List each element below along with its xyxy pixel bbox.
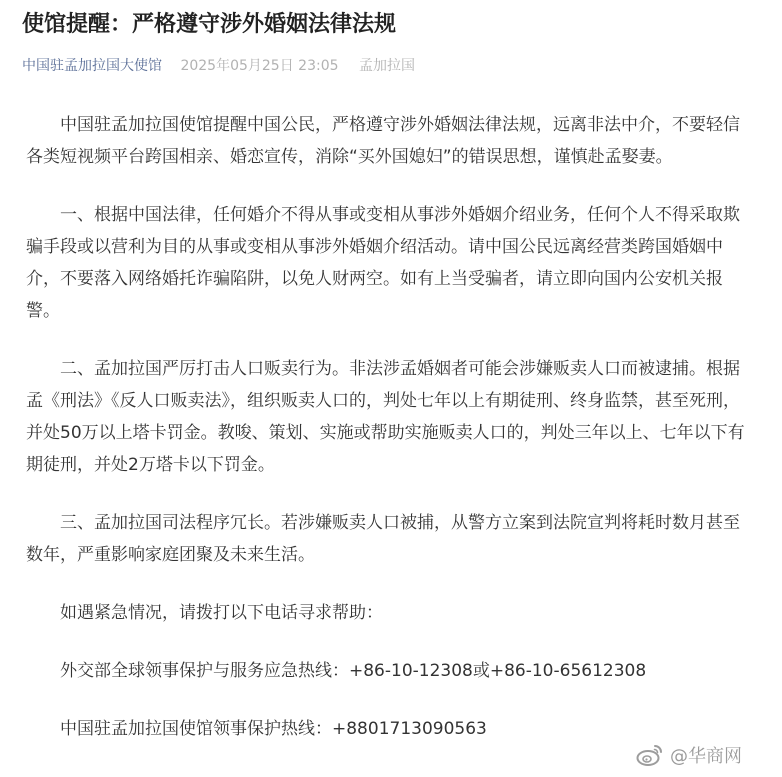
publish-date: 2025年05月25日 23:05 [180,58,339,74]
article-meta [22,55,415,77]
contact-embassy-hotline: 中国驻孟加拉国使馆领事保护热线：+8801713090563 [60,719,487,739]
article-body [26,109,756,745]
paragraph-3: 三、孟加拉国司法程序冗长。若涉嫌贩卖人口被捕，从警方立案到法院宣判将耗时数月甚至数年，严重影响家庭团聚及未来生活。 [26,513,740,565]
paragraph-intro: 中国驻孟加拉国使馆提醒中国公民，严格遵守涉外婚姻法律法规，远离非法中介，不要轻信各类短视频平台跨国相亲、婚恋宣传，消除“买外国媳妇”的错误思想，谨慎赴孟娶妻。 [26,115,740,167]
article-title: 使馆提醒：严格遵守涉外婚姻法律法规 [22,12,397,37]
watermark [636,738,742,772]
watermark-text: @华商网 [670,746,742,767]
account-name-link[interactable]: 中国驻孟加拉国大使馆 [22,58,162,74]
publish-location: 孟加拉国 [358,58,415,74]
paragraph-2: 二、孟加拉国严厉打击人口贩卖行为。非法涉孟婚姻者可能会涉嫌贩卖人口而被逮捕。根据孟《刑法》《反人口贩卖法》，组织贩卖人口的，判处七年以上有期徒刑、终身监禁，甚至死刑，并处50万以上塔卡罚金。教唆、策划、实施或帮助实施贩卖人口的，判处三年以上、七年以下有期徒刑，并处2万塔卡以下罚金。 [26,359,745,475]
contact-mfa-hotline: 外交部全球领事保护与服务应急热线：+86-10-12308或+86-10-65612308 [60,661,647,681]
contact-intro: 如遇紧急情况，请拨打以下电话寻求帮助： [60,603,383,623]
paragraph-1: 一、根据中国法律，任何婚介不得从事或变相从事涉外婚姻介绍业务，任何个人不得采取欺骗手段或以营利为目的从事或变相从事涉外婚姻介绍活动。请中国公民远离经营类跨国婚姻中介，不要落入网络婚托诈骗陷阱，以免人财两空。如有上当受骗者，请立即向国内公安机关报警。 [26,205,740,321]
weibo-logo-icon [636,743,664,767]
